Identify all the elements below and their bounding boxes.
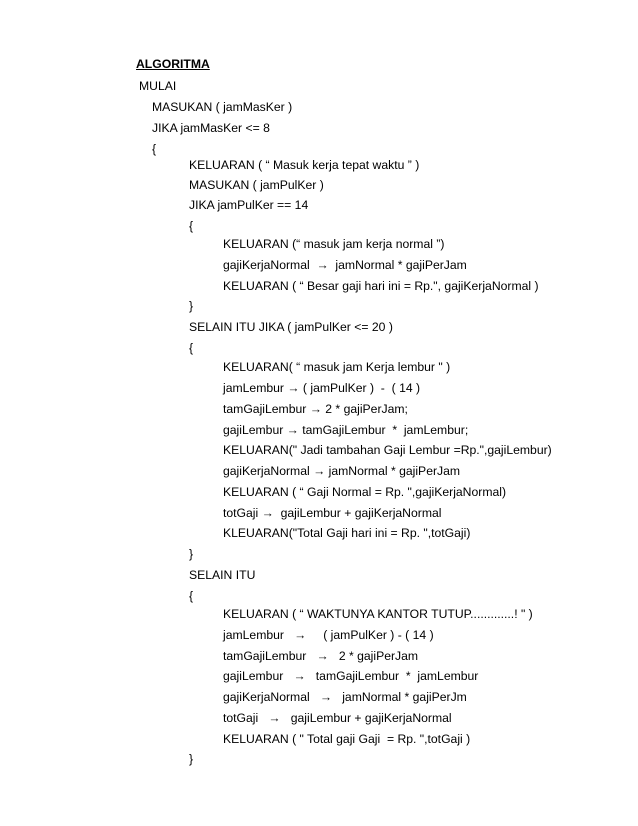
code-line: SELAIN ITU [189, 568, 256, 582]
code-line: { [189, 341, 194, 355]
code-line: KELUARAN ( " Total gaji Gaji = Rp. ",totGaji ) [223, 732, 471, 746]
code-line: { [152, 142, 157, 156]
code-line: gajiLembur → tamGajiLembur * jamLembur [223, 669, 479, 683]
code-line: KELUARAN ( “ WAKTUNYA KANTOR TUTUP.............! " ) [223, 607, 533, 621]
code-line: tamGajiLembur → 2 * gajiPerJam [223, 649, 419, 663]
code-line: totGaji → gajiLembur + gajiKerjaNormal [223, 711, 452, 725]
code-line: MASUKAN ( jamMasKer ) [152, 100, 293, 114]
algorithm-title: ALGORITMA [136, 57, 210, 71]
code-line: { [189, 219, 194, 233]
code-line: KELUARAN( “ masuk jam Kerja lembur " ) [223, 360, 451, 374]
code-line: KELUARAN ( “ Besar gaji hari ini = Rp.", gajiKerjaNormal ) [223, 279, 539, 293]
code-line: MASUKAN ( jamPulKer ) [189, 178, 324, 192]
code-line: { [189, 589, 194, 603]
code-line: MULAI [139, 79, 177, 93]
code-line: totGaji → gajiLembur + gajiKerjaNormal [223, 506, 442, 520]
code-line: } [189, 547, 194, 561]
code-line: gajiLembur → tamGajiLembur * jamLembur; [223, 423, 469, 437]
code-line: jamLembur → ( jamPulKer ) - ( 14 ) [223, 381, 421, 395]
code-line: tamGajiLembur → 2 * gajiPerJam; [223, 402, 408, 416]
code-line: KELUARAN ( “ Masuk kerja tepat waktu ” ) [189, 158, 420, 172]
code-line: gajiKerjaNormal → jamNormal * gajiPerJm [223, 690, 467, 704]
code-line: KELUARAN(" Jadi tambahan Gaji Lembur =Rp.",gajiLembur) [223, 443, 552, 457]
code-line: } [189, 299, 194, 313]
code-line: gajiKerjaNormal → jamNormal * gajiPerJam [223, 258, 467, 272]
code-line: JIKA jamPulKer == 14 [189, 198, 309, 212]
code-line: JIKA jamMasKer <= 8 [152, 121, 270, 135]
code-line: KLEUARAN("Total Gaji hari ini = Rp. ",totGaji) [223, 526, 471, 540]
code-line: KELUARAN ( “ Gaji Normal = Rp. ",gajiKerjaNormal) [223, 485, 507, 499]
code-line: KELUARAN (“ masuk jam kerja normal ”) [223, 237, 445, 251]
code-line: SELAIN ITU JIKA ( jamPulKer <= 20 ) [189, 320, 393, 334]
code-line: } [189, 752, 194, 766]
code-line: jamLembur → ( jamPulKer ) - ( 14 ) [223, 628, 434, 642]
code-line: gajiKerjaNormal → jamNormal * gajiPerJam [223, 464, 461, 478]
